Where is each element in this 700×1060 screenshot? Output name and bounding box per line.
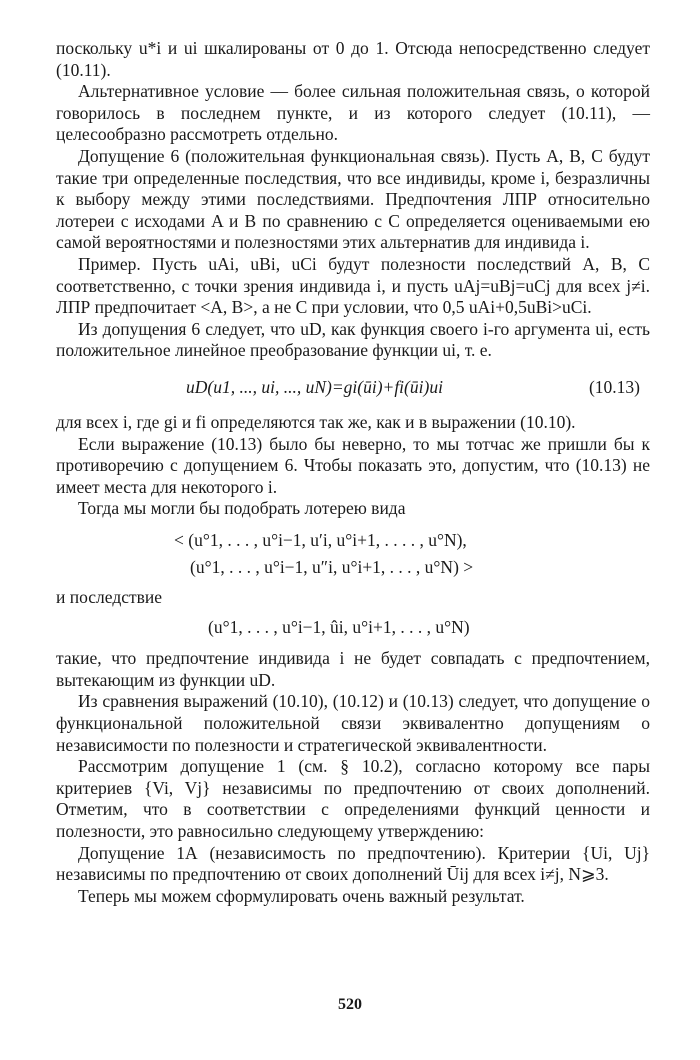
paragraph-8: Тогда мы могли бы подобрать лотерею вида [78,498,406,519]
example-paragraph: Пример. Пусть uAi, uBi, uCi будут полезности последствий A, B, C соответственно, с точки зрения индивида i, и пусть uAj=uBj=uCj для всех j≠i. ЛПР предпочитает <A, B>, а не C при условии, что 0,5 uAi+0,5uBi>uCi. [56,253,650,318]
paragraph-2: Альтернативное условие — более сильная положительная связь, о которой говорилось в последнем пункте, и из которого следует (10.11), — целесообразно рассмотреть отдельно. [56,81,650,145]
assumption-1a: Допущение 1А (независимость по предпочтению). Критерии {Ui, Uj} независимы по предпочтению от своих дополнений Ūij для всех i≠j, N⩾3. [56,842,650,885]
paragraph-11: Из сравнения выражений (10.10), (10.12) и (10.13) следует, что допущение о функциональной положительной связи эквивалентно допущениям о независимости по полезности и стратегической эквивалентности. [56,691,650,755]
paragraph-12: Рассмотрим допущение 1 (см. § 10.2), согласно которому все пары критериев {Vi, Vj} независимы по предпочтению от своих дополнений. Отметим, что в соответствии с определениями функций ценности и полезности, это равносильно следующему утверждению: [56,756,650,841]
consequence-expression: (u°1, . . . , u°i−1, ûi, u°i+1, . . . , u°N) [208,616,470,637]
page-body [56,38,650,907]
paragraph-5: Из допущения 6 следует, что uD, как функция своего i-го аргумента ui, есть положительное линейное преобразование функции ui, т. е. [56,318,650,361]
paragraph-6: для всех i, где gi и fi определяются так же, как и в выражении (10.10). [56,411,576,432]
equation-body: uD(u1, ..., ui, ..., uN)=gi(ūi)+fi(ūi)ui [186,376,443,397]
paragraph-7: Если выражение (10.13) было бы неверно, то мы тотчас же пришли бы к противоречию с допущением 6. Чтобы показать это, допустим, что (10.13) не имеет места для некоторого i. [56,433,650,497]
paragraph-9: и последствие [56,587,163,608]
paragraph-10: такие, что предпочтение индивида i не будет совпадать с предпочтением, вытекающим из функции uD. [56,648,650,690]
page-number: 520 [338,996,362,1013]
equation-10-13 [56,368,650,408]
lottery-line-1: < (u°1, . . . , u°i−1, u′i, u°i+1, . . . . , u°N), [174,529,467,550]
assumption-6: Допущение 6 (положительная функциональная связь). Пусть A, B, C будут такие три определенные последствия, что все индивиды, кроме i, безразличны к выбору между этими последствиями. Предпочтения ЛПР относительно лотереи с исходами A и B по сравнению с C определяется оцениваемыми ею самой вероятностями и полезностями этих альтернатив для индивида i. [56,145,650,253]
paragraph-1: поскольку u*i и ui шкалированы от 0 до 1. Отсюда непосредственно следует (10.11). [56,38,650,80]
equation-number: (10.13) [588,376,640,397]
lottery-line-2: (u°1, . . . , u°i−1, u″i, u°i+1, . . . , u°N) > [190,557,474,578]
paragraph-14: Теперь мы можем сформулировать очень важный результат. [78,885,525,906]
